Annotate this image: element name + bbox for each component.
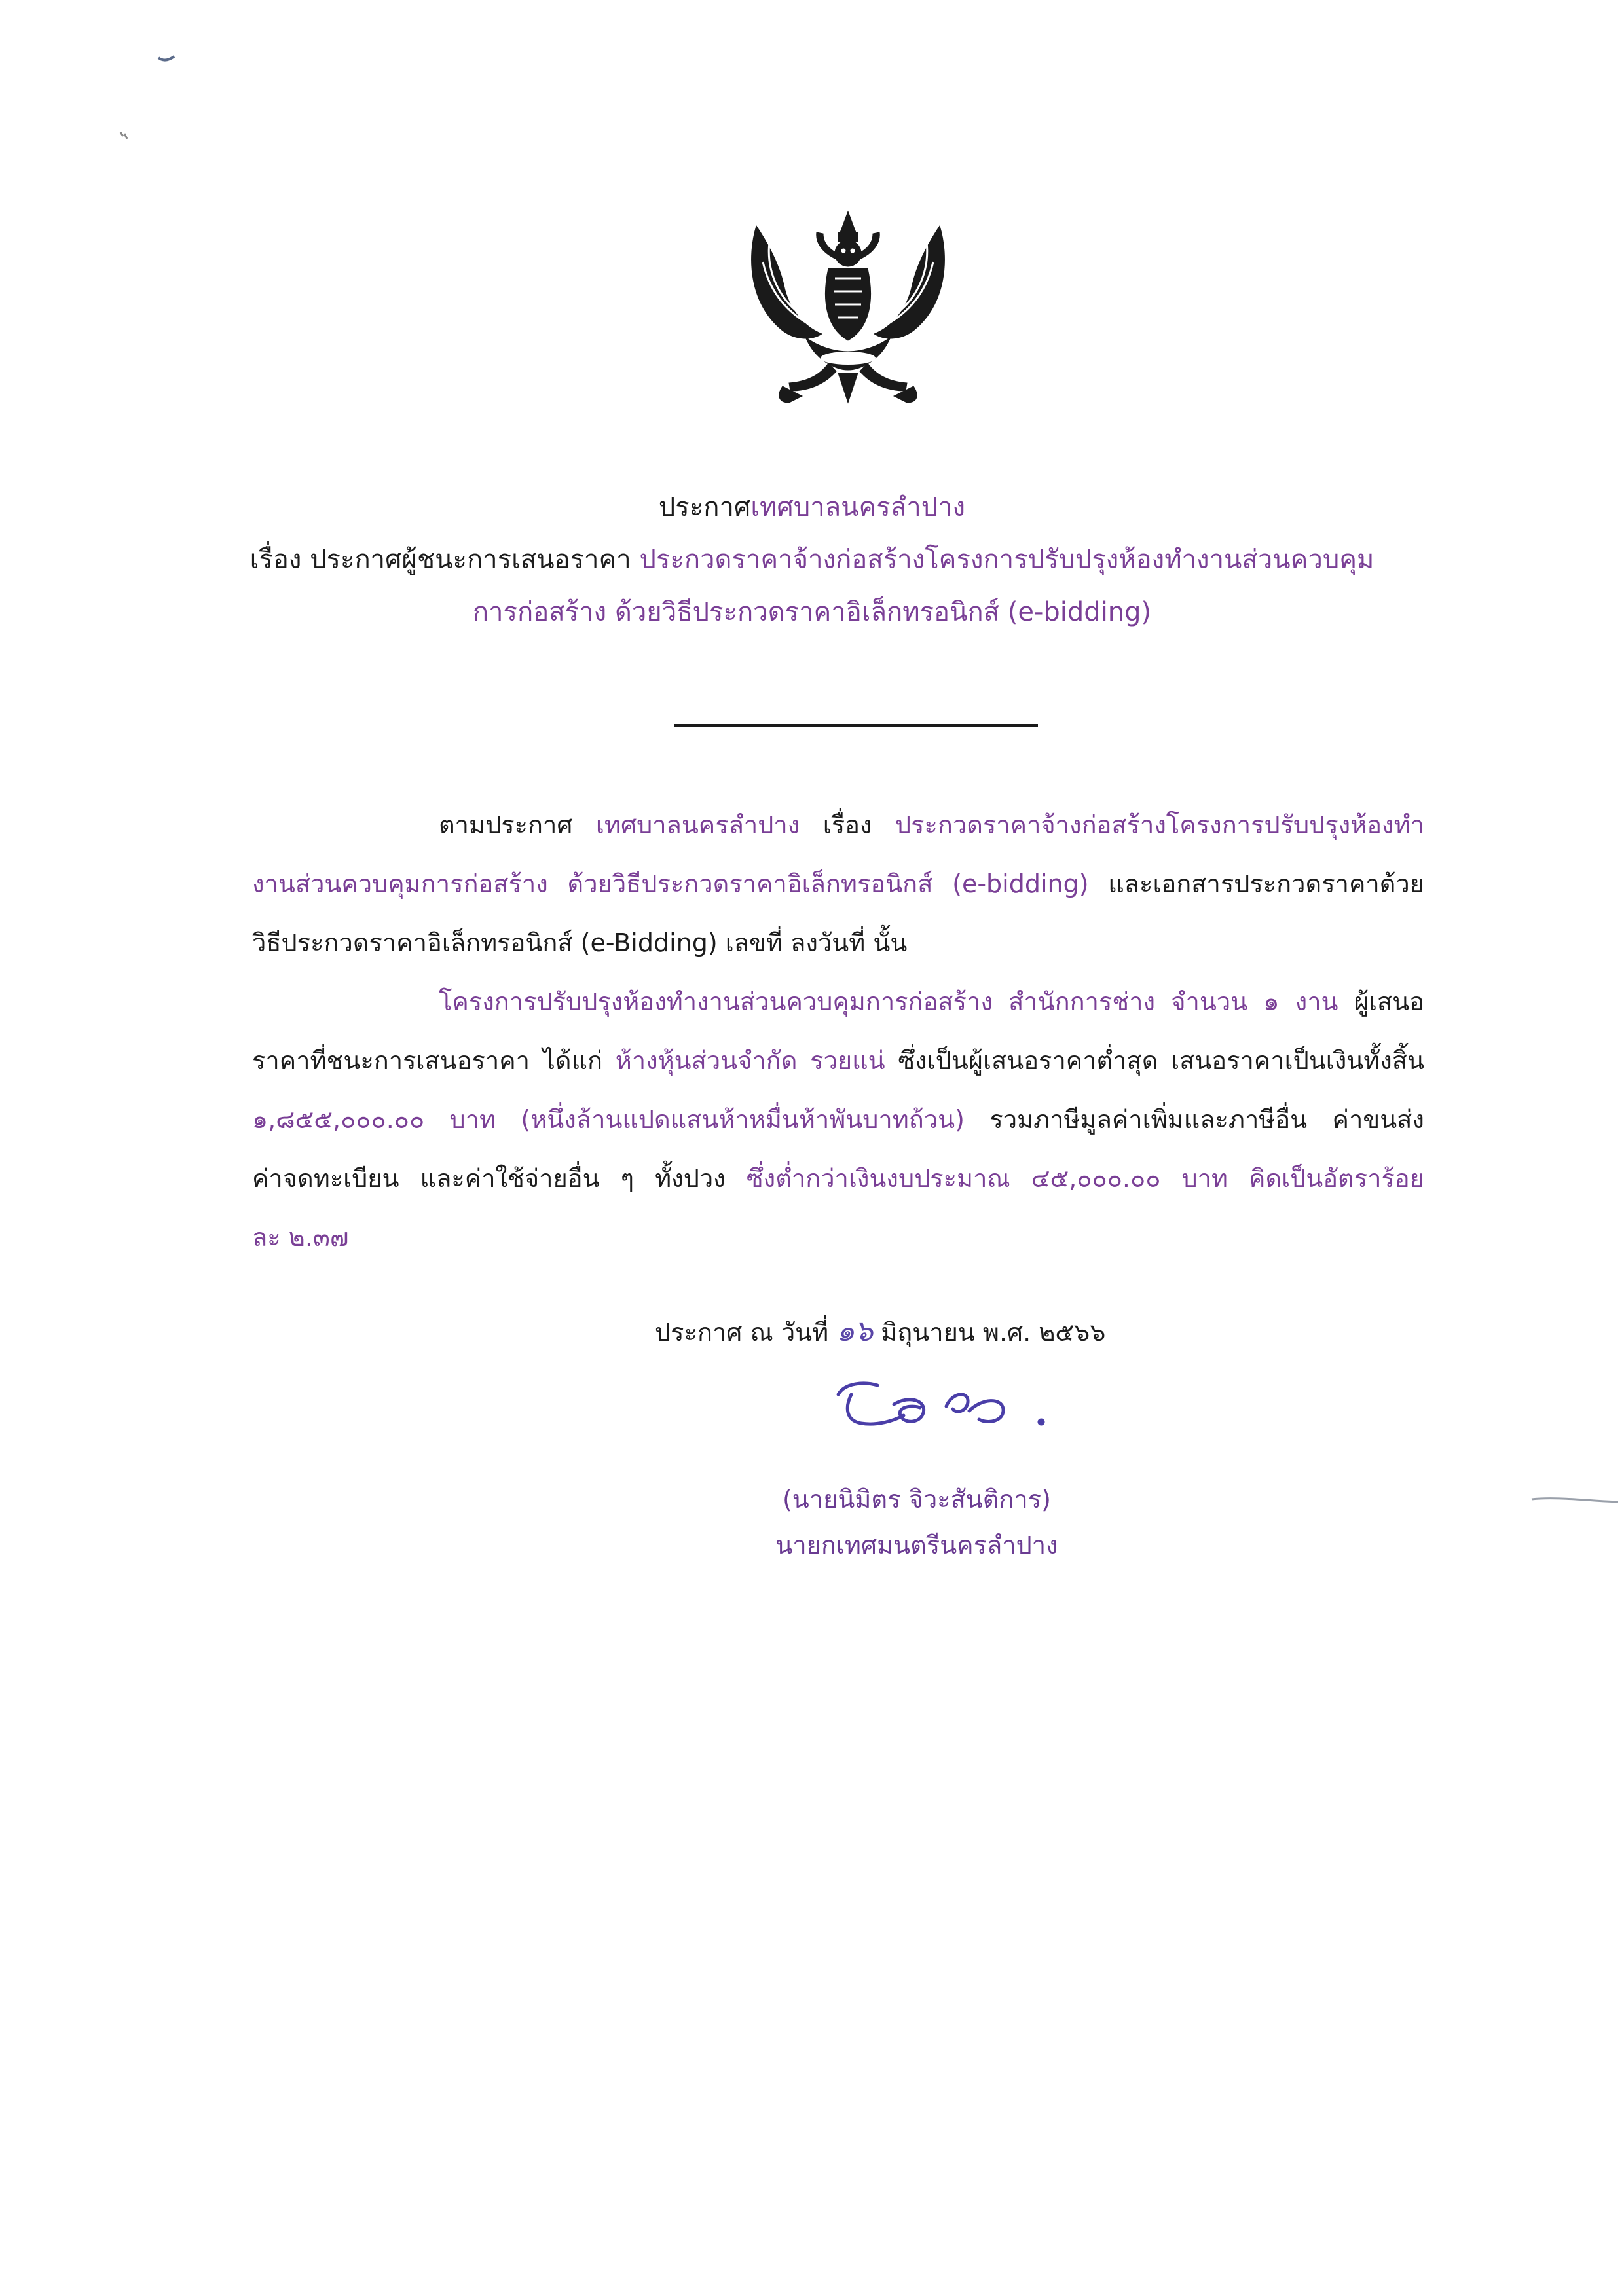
scan-mark: [1529, 1493, 1621, 1508]
subject-line: [0, 534, 1624, 586]
text-segment: รวมภาษีมูลค่าเพิ่มและภาษีอื่น ค่าขนส่ง: [989, 1105, 1424, 1134]
bid-amount: ๑,๘๕๕,๐๐๐.๐๐ บาท (หนึ่งล้านแปดแสนห้าหมื่นห้าพันบาทถ้วน): [252, 1105, 965, 1134]
project-name: ประกวดราคาจ้างก่อสร้างโครงการปรับปรุงห้องทำ: [895, 811, 1424, 839]
scan-speck: [118, 130, 131, 143]
scan-speck: [157, 54, 177, 67]
subject-continuation: การก่อสร้าง ด้วยวิธีประกวดราคาอิเล็กทรอนิกส์ (e-bidding): [472, 597, 1152, 627]
paragraph-line: [252, 972, 1424, 1031]
title-line: [0, 481, 1624, 534]
paragraph-line: [252, 1149, 1424, 1208]
signer-position: นายกเทศมนตรีนครลำปาง: [775, 1531, 1058, 1559]
title-divider: [674, 724, 1038, 727]
title-prefix: ประกาศ: [658, 492, 751, 522]
announcement-dateline: [655, 1308, 1105, 1354]
org-name: เทศบาลนครลำปาง: [595, 811, 800, 839]
text-segment: ซึ่งเป็นผู้เสนอราคาต่ำสุด เสนอราคาเป็นเงินทั้งสิ้น: [898, 1046, 1424, 1075]
text-segment: ผู้เสนอ: [1354, 987, 1424, 1016]
signer-name: (นายนิมิตร จิวะสันติการ): [782, 1485, 1052, 1514]
paragraph-reference: [252, 795, 1424, 972]
handwritten-day: ๑๖: [836, 1315, 874, 1348]
project-name-cont: งานส่วนควบคุมการก่อสร้าง ด้วยวิธีประกวดราคาอิเล็กทรอนิกส์ (e-bidding): [252, 869, 1089, 898]
announcement-title-block: [0, 481, 1624, 638]
handwritten-signature: [832, 1368, 1067, 1440]
text-segment: และเอกสารประกวดราคาด้วย: [1108, 869, 1424, 898]
dateline-prefix: ประกาศ ณ วันที่: [655, 1318, 829, 1347]
project-detail: โครงการปรับปรุงห้องทำงานส่วนควบคุมการก่อสร้าง สำนักการช่าง จำนวน ๑ งาน: [439, 987, 1338, 1016]
subject-main: ประกวดราคาจ้างก่อสร้างโครงการปรับปรุงห้องทำงานส่วนควบคุม: [639, 545, 1375, 575]
savings-amount: ซึ่งต่ำกว่าเงินงบประมาณ ๔๕,๐๐๐.๐๐ บาท คิดเป็นอัตราร้อย: [746, 1164, 1424, 1193]
signer-block: [720, 1476, 1113, 1568]
text-segment: เรื่อง: [822, 811, 872, 839]
paragraph-winner: [252, 972, 1424, 1267]
paragraph-line: [252, 1090, 1424, 1149]
dateline-month-year: มิถุนายน พ.ศ. ๒๕๖๖: [881, 1318, 1106, 1347]
text-segment: ค่าจดทะเบียน และค่าใช้จ่ายอื่น ๆ ทั้งปวง: [252, 1164, 726, 1193]
paragraph-line: [252, 795, 1424, 854]
paragraph-line: [252, 1031, 1424, 1090]
text-segment: ตามประกาศ: [439, 811, 573, 839]
paragraph-line: [252, 854, 1424, 913]
winner-name: ห้างหุ้นส่วนจำกัด รวยแน่: [615, 1046, 885, 1075]
savings-percent: ละ ๒.๓๗: [252, 1223, 349, 1252]
title-organization: เทศบาลนครลำปาง: [750, 492, 966, 522]
text-segment: ราคาที่ชนะการเสนอราคา ได้แก่: [252, 1046, 602, 1075]
subject-prefix: เรื่อง ประกาศผู้ชนะการเสนอราคา: [249, 545, 631, 575]
paragraph-line: วิธีประกวดราคาอิเล็กทรอนิกส์ (e-Bidding) เลขที่ ลงวันที่ นั้น: [252, 928, 908, 957]
garuda-emblem-icon: [743, 206, 953, 412]
